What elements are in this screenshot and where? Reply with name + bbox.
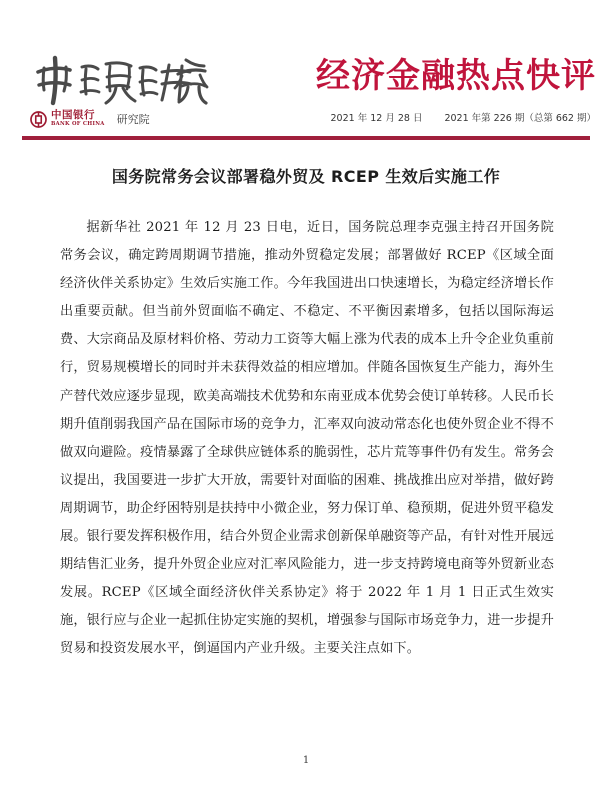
institute-label: 研究院 bbox=[116, 113, 150, 126]
banner-title: 经济金融热点快评 bbox=[316, 56, 596, 96]
publication-meta bbox=[331, 110, 597, 124]
article-body: 据新华社 2021 年 12 月 23 日电，近日，国务院总理李克强主持召开国务院常务会议，确定跨周期调节措施，推动外贸稳定发展；部署做好 RCEP《区域全面经济伙伴关系协定》生效后实施工作。今年我国进出口快速增长，为稳定经济增长作出重要贡献。但当前外贸面临不确定、不稳定、不平衡因素增多，包括以国际海运费、大宗商品及原材料价格、劳动力工资等大幅上涨为代表的成本上升令企业负重前行，贸易规模增长的同时并未获得效益的相应增加。伴随各国恢复生产能力，海外生产替代效应逐步显现，欧美高端技术优势和东南亚成本优势会使订单转移。人民币长期升值削弱我国产品在国际市场的竞争力，汇率双向波动常态化也使外贸企业不得不做双向避险。疫情暴露了全球供应链体系的脆弱性，芯片荒等事件仍有发生。常务会议提出，我国要进一步扩大开放，需要针对面临的困难、挑战推出应对举措，做好跨周期调节，助企纾困特别是扶持中小微企业，努力保订单、稳预期，促进外贸平稳发展。银行要发挥积极作用，结合外贸企业需求创新保单融资等产品，有针对性开展远期结售汇业务，提升外贸企业应对汇率风险能力，进一步支持跨境电商等外贸新业态发展。RCEP《区域全面经济伙伴关系协定》将于 2022 年 1 月 1 日正式生效实施，银行应与企业一起抓住协定实施的契机，增强参与国际市场竞争力，进一步提升贸易和投资发展水平，倒逼国内产业升级。主要关注点如下。 bbox=[60, 220, 554, 657]
page-title: 国务院常务会议部署稳外贸及 RCEP 生效后实施工作 bbox=[111, 167, 501, 186]
org-name-cn: 中国银行 bbox=[51, 109, 95, 121]
bank-of-china-logo-icon bbox=[30, 111, 47, 128]
org-name-en: BANK OF CHINA bbox=[51, 121, 105, 127]
bank-of-china-name bbox=[51, 110, 105, 128]
page-number: 1 bbox=[302, 755, 310, 766]
issue-number: 2021 年第 226 期（总第 662 期） bbox=[444, 113, 596, 124]
organization-identity bbox=[30, 108, 150, 130]
calligraphy-wordmark-icon bbox=[30, 54, 210, 106]
publication-date: 2021 年 12 月 28 日 bbox=[330, 113, 423, 124]
masthead bbox=[0, 46, 612, 138]
header-divider bbox=[22, 136, 590, 140]
